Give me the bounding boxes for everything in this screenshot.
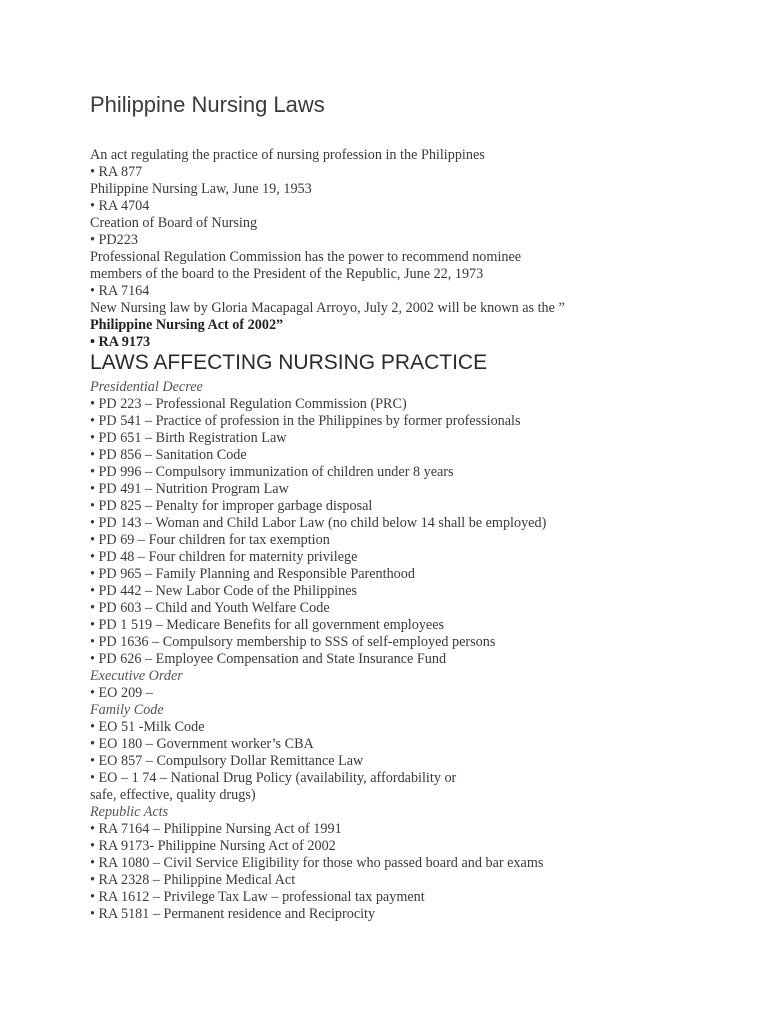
law-list-item: • PD 143 – Woman and Child Labor Law (no child below 14 shall be employed) bbox=[90, 515, 547, 531]
law-list-item: • EO 180 – Government worker’s CBA bbox=[90, 736, 314, 752]
law-list-item: • PD 1636 – Compulsory membership to SSS of self-employed persons bbox=[90, 634, 496, 650]
law-category-label: Presidential Decree bbox=[90, 379, 203, 395]
page-title: Philippine Nursing Laws bbox=[90, 92, 325, 117]
law-list-item: • PD 626 – Employee Compensation and State Insurance Fund bbox=[90, 651, 447, 667]
law-list-item: • PD 541 – Practice of profession in the Philippines by former professionals bbox=[90, 413, 521, 429]
law-list-item: • EO – 1 74 – National Drug Policy (availability, affordability or bbox=[90, 770, 457, 786]
law-list-item: • RA 1612 – Privilege Tax Law – professional tax payment bbox=[90, 889, 425, 905]
intro-line: Philippine Nursing Law, June 19, 1953 bbox=[90, 181, 312, 197]
laws-list bbox=[90, 379, 750, 923]
law-list-item: • PD 965 – Family Planning and Responsible Parenthood bbox=[90, 566, 415, 582]
intro-line: • PD223 bbox=[90, 232, 138, 248]
intro-line: • RA 9173 bbox=[90, 334, 151, 350]
law-list-item: • RA 1080 – Civil Service Eligibility for those who passed board and bar exams bbox=[90, 855, 544, 871]
law-list-item: • RA 5181 – Permanent residence and Reciprocity bbox=[90, 906, 376, 922]
law-list-item: • PD 48 – Four children for maternity privilege bbox=[90, 549, 358, 565]
intro-line: members of the board to the President of the Republic, June 22, 1973 bbox=[90, 266, 484, 282]
law-list-item: • PD 856 – Sanitation Code bbox=[90, 447, 247, 463]
law-list-item: • PD 996 – Compulsory immunization of children under 8 years bbox=[90, 464, 454, 480]
law-category-label: Family Code bbox=[90, 702, 164, 718]
law-list-item: • RA 2328 – Philippine Medical Act bbox=[90, 872, 296, 888]
law-list-item: • PD 651 – Birth Registration Law bbox=[90, 430, 287, 446]
law-list-item: • PD 491 – Nutrition Program Law bbox=[90, 481, 289, 497]
section-heading: LAWS AFFECTING NURSING PRACTICE bbox=[90, 351, 488, 374]
law-list-item: • PD 442 – New Labor Code of the Philippines bbox=[90, 583, 358, 599]
law-list-item: • RA 9173- Philippine Nursing Act of 2002 bbox=[90, 838, 336, 854]
law-list-item: • EO 857 – Compulsory Dollar Remittance Law bbox=[90, 753, 364, 769]
law-list-item: • PD 825 – Penalty for improper garbage disposal bbox=[90, 498, 373, 514]
intro-line: • RA 7164 bbox=[90, 283, 150, 299]
law-list-item: • EO 209 – bbox=[90, 685, 153, 701]
intro-line: An act regulating the practice of nursing profession in the Philippines bbox=[90, 147, 485, 163]
intro-line: • RA 4704 bbox=[90, 198, 150, 214]
law-list-item: • PD 1 519 – Medicare Benefits for all government employees bbox=[90, 617, 445, 633]
law-list-item: • PD 223 – Professional Regulation Commission (PRC) bbox=[90, 396, 407, 412]
law-list-item: • RA 7164 – Philippine Nursing Act of 1991 bbox=[90, 821, 342, 837]
law-category-label: Executive Order bbox=[90, 668, 183, 684]
intro-line: Creation of Board of Nursing bbox=[90, 215, 258, 231]
law-list-item: safe, effective, quality drugs) bbox=[90, 787, 256, 803]
intro-line: • RA 877 bbox=[90, 164, 143, 180]
law-category-label: Republic Acts bbox=[90, 804, 169, 820]
law-list-item: • PD 603 – Child and Youth Welfare Code bbox=[90, 600, 330, 616]
intro-line: Professional Regulation Commission has the power to recommend nominee bbox=[90, 249, 522, 265]
intro-section bbox=[90, 147, 750, 351]
law-list-item: • EO 51 -Milk Code bbox=[90, 719, 205, 735]
intro-line: New Nursing law by Gloria Macapagal Arroyo, July 2, 2002 will be known as the ” bbox=[90, 300, 565, 316]
law-list-item: • PD 69 – Four children for tax exemption bbox=[90, 532, 330, 548]
intro-line: Philippine Nursing Act of 2002” bbox=[90, 317, 284, 333]
